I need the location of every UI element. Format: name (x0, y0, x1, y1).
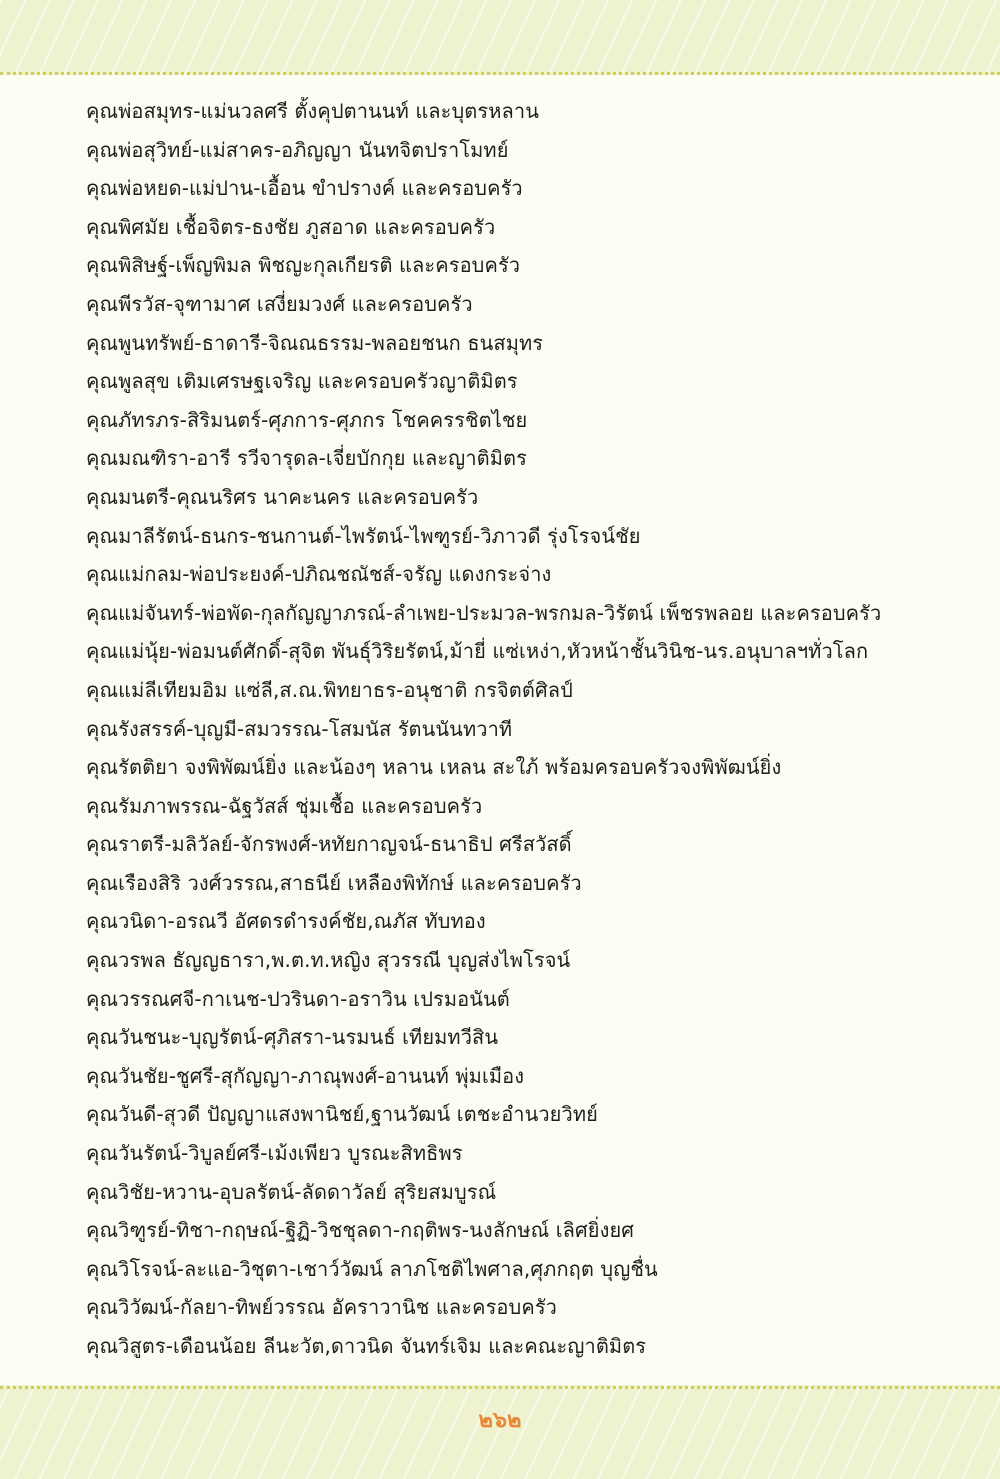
list-item: คุณวิวัฒน์-กัลยา-ทิพย์วรรณ อัคราวานิช และครอบครัว (86, 1295, 557, 1320)
list-item: คุณวันรัตน์-วิบูลย์ศรี-เม้งเพียว บูรณะสิทธิพร (86, 1141, 463, 1166)
list-item: คุณพิสิษฐ์-เพ็ญพิมล พิชญะกุลเกียรติ และครอบครัว (86, 253, 521, 278)
list-item: คุณแม่จันทร์-พ่อพัด-กุลกัญญาภรณ์-ลำเพย-ประมวล-พรกมล-วิรัตน์ เพ็ชรพลอย และครอบครัว (86, 600, 882, 625)
list-item: คุณแม่ลีเทียมอิม แซ่ลี,ส.ณ.พิทยาธร-อนุชาติ กรจิตต์ศิลป์ (86, 677, 573, 702)
list-item: คุณรังสรรค์-บุญมี-สมวรรณ-โสมนัส รัตนนันทวาที (86, 716, 513, 741)
list-item: คุณพ่อสุวิทย์-แม่สาคร-อภิญญา นันทจิตปราโมทย์ (86, 137, 509, 162)
list-item: คุณวิโรจน์-ละแอ-วิชุตา-เชาว์วัฒน์ ลาภโชติไพศาล,ศุภกฤต บุญชื่น (86, 1256, 658, 1281)
list-item: คุณวิชัย-หวาน-อุบลรัตน์-ลัดดาวัลย์ สุริยสมบูรณ์ (86, 1179, 497, 1204)
list-item: คุณพีรวัส-จุฑามาศ เสงี่ยมวงศ์ และครอบครัว (86, 291, 473, 316)
list-item: คุณวนิดา-อรณวี อัศดรดำรงค์ชัย,ณภัส ทับทอง (86, 909, 486, 934)
list-item: คุณแม่กลม-พ่อประยงค์-ปภิณชณัชส์-จรัญ แดงกระจ่าง (86, 562, 552, 587)
list-item: คุณพิศมัย เชื้อจิตร-ธงชัย ภูสอาด และครอบครัว (86, 214, 496, 239)
list-item: คุณวรพล ธัญญธารา,พ.ต.ท.หญิง สุวรรณี บุญส่งไพโรจน์ (86, 948, 571, 973)
list-item: คุณวรรณศจี-กาเนช-ปวรินดา-อราวิน เปรมอนันต์ (86, 986, 510, 1011)
list-item: คุณแม่นุ้ย-พ่อมนต์ศักดิ์-สุจิต พันธุ์วิริยรัตน์,ม้ายี่ แซ่เหง่า,หัวหน้าชั้นวินิช-นร.อนุบาลฯทั่วโลก (86, 639, 869, 664)
list-item: คุณรัตติยา จงพิพัฒน์ยิ่ง และน้องๆ หลาน เหลน สะใภ้ พร้อมครอบครัวจงพิพัฒน์ยิ่ง (86, 755, 782, 780)
list-item: คุณมาลีรัตน์-ธนกร-ชนกานต์-ไพรัตน์-ไพฑูรย์-วิภาวดี รุ่งโรจน์ชัย (86, 523, 641, 548)
list-item: คุณภัทรภร-สิริมนตร์-ศุภการ-ศุภกร โชคครรชิตไชย (86, 407, 528, 432)
list-item: คุณพ่อหยด-แม่ปาน-เอื้อน ขำปรางค์ และครอบครัว (86, 176, 523, 201)
list-item: คุณพ่อสมุทร-แม่นวลศรี ตั้งคุปตานนท์ และบุตรหลาน (86, 99, 539, 123)
list-item: คุณเรืองสิริ วงศ์วรรณ,สาธนีย์ เหลืองพิทักษ์ และครอบครัว (86, 870, 582, 895)
list-item: คุณวิสูตร-เดือนน้อย ลีนะวัต,ดาวนิด จันทร์เจิม และคณะญาติมิตร (86, 1334, 647, 1358)
page-number: ๒๖๒ (478, 1408, 522, 1433)
list-item: คุณมนตรี-คุณนริศร นาคะนคร และครอบครัว (86, 484, 479, 509)
list-item: คุณพูลสุข เติมเศรษฐเจริญ และครอบครัวญาติมิตร (86, 369, 518, 394)
list-item: คุณพูนทรัพย์-ธาดารี-จิณณธรรม-พลอยชนก ธนสมุทร (86, 330, 544, 355)
list-item: คุณรัมภาพรรณ-ฉัฐวัสส์ ชุ่มเชื้อ และครอบครัว (86, 793, 483, 818)
list-item: คุณมณฑิรา-อารี รวีจารุดล-เจี่ยบักกุย และญาติมิตร (86, 446, 527, 471)
list-item: คุณวันชัย-ชูศรี-สุกัญญา-ภาณุพงศ์-อานนท์ พุ่มเมือง (86, 1063, 525, 1088)
list-item: คุณวันชนะ-บุญรัตน์-ศุภิสรา-นรมนธ์ เทียมทวีสิน (86, 1025, 499, 1050)
donor-name-list (86, 92, 966, 1366)
header-band (0, 0, 1000, 72)
list-item: คุณวิฑูรย์-ทิชา-กฤษณ์-ฐิฏิ-วิชชุลดา-กฤติพร-นงลักษณ์ เลิศยิ่งยศ (86, 1218, 635, 1243)
list-item: คุณวันดี-สุวดี ปัญญาแสงพานิชย์,ฐานวัฒน์ เตชะอำนวยวิทย์ (86, 1102, 598, 1127)
list-item: คุณราตรี-มลิวัลย์-จักรพงศ์-หทัยกาญจน์-ธนาธิป ศรีสวัสดิ์ (86, 832, 572, 857)
